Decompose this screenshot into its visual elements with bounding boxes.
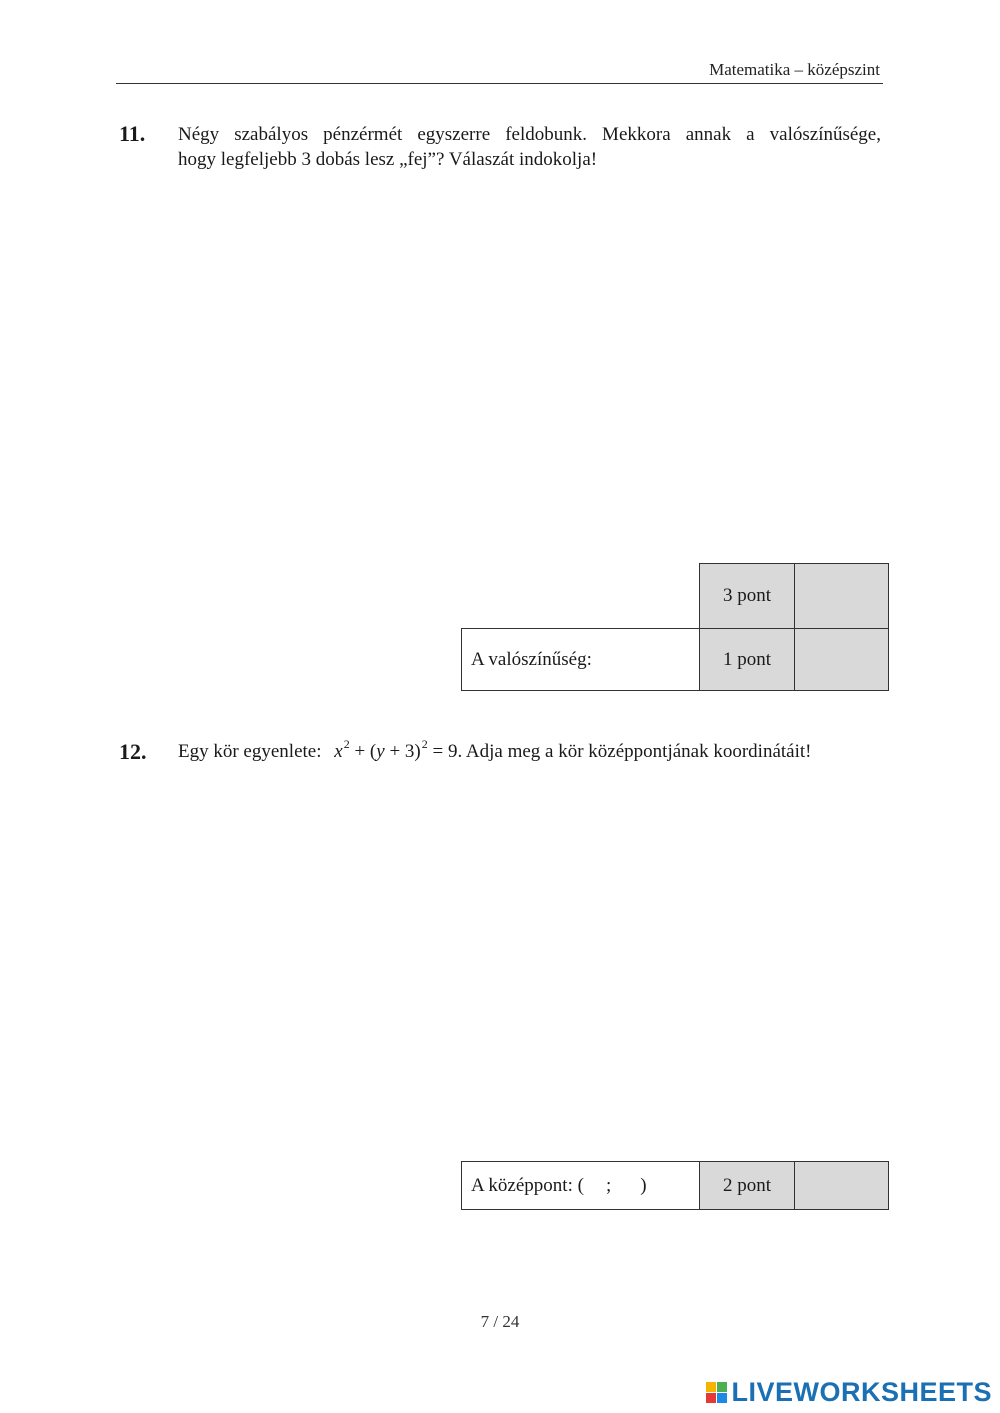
q12-answer-field[interactable] xyxy=(461,1161,700,1210)
page-header-title: Matematika – középszint xyxy=(709,60,880,79)
question-12-number: 12. xyxy=(119,739,147,764)
eq-equals-nine: = 9 xyxy=(432,741,458,762)
page-number: 7 / 24 xyxy=(480,1312,520,1331)
question-11-line-1: Négy szabályos pénzérmét egyszerre feldobunk. Mekkora annak a valószínűsége, xyxy=(178,124,881,145)
question-12-text xyxy=(178,739,888,766)
logo-mark-icon xyxy=(706,1382,727,1403)
circle-equation xyxy=(334,737,458,762)
logo-text: LIVEWORKSHEETS xyxy=(731,1376,992,1407)
q12-answer-points: 2 pont xyxy=(699,1161,795,1210)
eq-x: x xyxy=(334,741,343,762)
eq-paren-square: 2 xyxy=(421,737,428,751)
header-rule xyxy=(116,83,883,84)
q11-answer-score-box xyxy=(794,628,889,691)
eq-y: y xyxy=(376,741,385,762)
q11-work-score-box xyxy=(794,563,889,629)
question-11-text xyxy=(178,122,881,172)
q11-work-points: 3 pont xyxy=(699,563,795,629)
q11-answer-points: 1 pont xyxy=(699,628,795,691)
question-12-text-after: . Adja meg a kör középpontjának koordinátáit! xyxy=(457,741,812,762)
question-11-number: 11. xyxy=(119,121,146,146)
question-12-text-before: Egy kör egyenlete: xyxy=(178,741,322,762)
eq-open-paren: ( xyxy=(369,741,377,762)
q12-answer-separator: ; xyxy=(605,1174,612,1196)
q12-answer-close: ) xyxy=(640,1174,647,1196)
q12-answer-label: A középpont: ( xyxy=(471,1174,584,1196)
eq-plus-1: + xyxy=(354,741,366,762)
liveworksheets-logo[interactable] xyxy=(706,1376,992,1408)
eq-plus-2: + xyxy=(389,741,401,762)
q12-answer-score-box xyxy=(794,1161,889,1210)
eq-three-close: 3) xyxy=(404,741,421,762)
q11-answer-label: A valószínűség: xyxy=(461,628,700,691)
question-11-line-2: hogy legfeljebb 3 dobás lesz „fej”? Válaszát indokolja! xyxy=(178,149,598,170)
eq-x-square: 2 xyxy=(343,737,350,751)
